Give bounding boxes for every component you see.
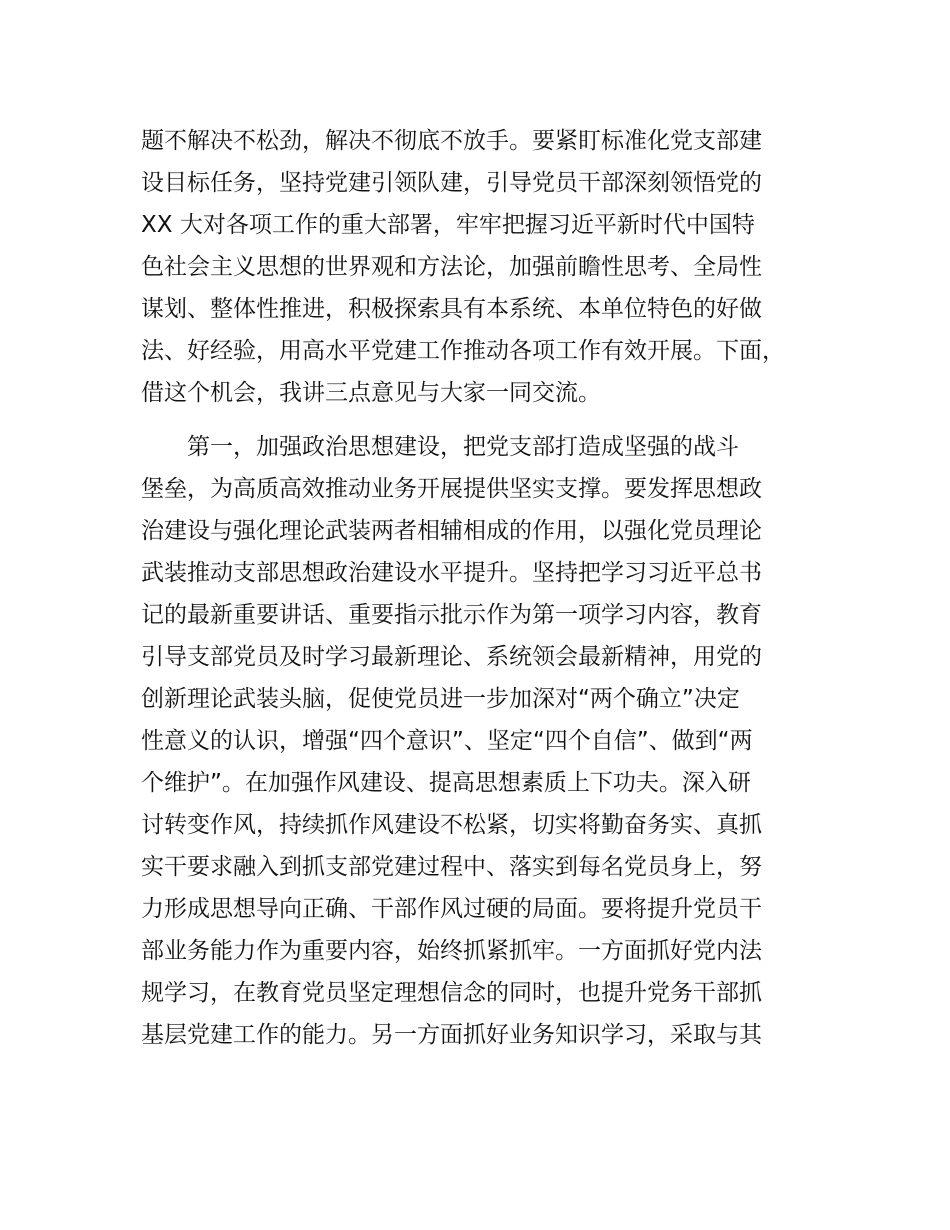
text-line: 法、好经验，用高水平党建工作推动各项工作有效开展。下面， (141, 338, 785, 364)
text-line: 治建设与强化理论武装两者相辅相成的作用，以强化党员理论 (141, 518, 762, 544)
text-line: 创新理论武装头脑，促使党员进一步加深对“两个确立”决定 (141, 686, 740, 712)
text-line: 性意义的认识，增强“四个意识”、坚定“四个自信”、做到“两 (141, 728, 753, 754)
paragraph-spacer (141, 414, 841, 426)
text-line: 题不解决不松劲，解决不彻底不放手。要紧盯标准化党支部建 (141, 128, 762, 154)
text-line: 谋划、整体性推进，积极探索具有本系统、本单位特色的好做 (141, 296, 762, 322)
text-line: XX 大对各项工作的重大部署，牢牢把握习近平新时代中国特 (141, 212, 755, 238)
text-line: 规学习，在教育党员坚定理想信念的同时，也提升党务干部抓 (141, 980, 762, 1006)
text-line: 力形成思想导向正确、干部作风过硬的局面。要将提升党员干 (141, 896, 762, 922)
text-line: 实干要求融入到抓支部党建过程中、落实到每名党员身上，努 (141, 854, 762, 880)
text-line: 个维护”。在加强作风建设、提高思想素质上下功夫。深入研 (141, 770, 751, 796)
text-line: 讨转变作风，持续抓作风建设不松紧，切实将勤奋务实、真抓 (141, 812, 762, 838)
document-body (141, 120, 841, 1056)
text-line: 引导支部党员及时学习最新理论、系统领会最新精神，用党的 (141, 644, 762, 670)
text-line: 设目标任务，坚持党建引领队建，引导党员干部深刻领悟党的 (141, 170, 762, 196)
text-line: 色社会主义思想的世界观和方法论，加强前瞻性思考、全局性 (141, 254, 762, 280)
text-line: 武装推动支部思想政治建设水平提升。坚持把学习习近平总书 (141, 560, 762, 586)
paragraph (141, 120, 841, 414)
text-line: 部业务能力作为重要内容，始终抓紧抓牢。一方面抓好党内法 (141, 938, 762, 964)
text-line: 堡垒，为高质高效推动业务开展提供坚实支撑。要发挥思想政 (141, 476, 762, 502)
text-line: 基层党建工作的能力。另一方面抓好业务知识学习，采取与其 (141, 1022, 762, 1048)
text-line: 借这个机会，我讲三点意见与大家一同交流。 (141, 380, 601, 406)
text-line: 第一，加强政治思想建设，把党支部打造成坚强的战斗 (187, 434, 739, 460)
paragraph (141, 426, 841, 1056)
text-line: 记的最新重要讲话、重要指示批示作为第一项学习内容，教育 (141, 602, 762, 628)
